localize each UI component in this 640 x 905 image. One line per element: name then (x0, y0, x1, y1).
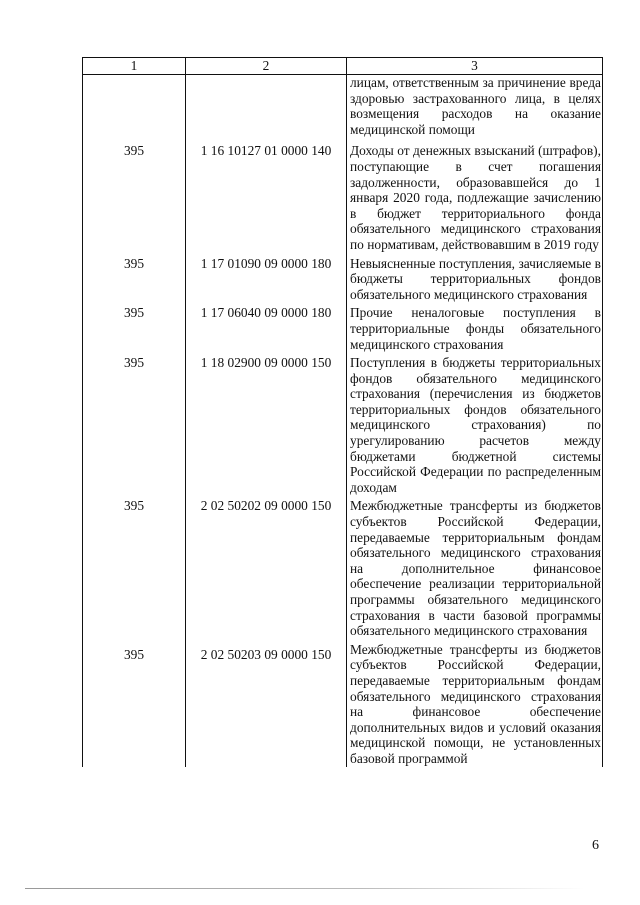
description-cell: Межбюджетные трансферты из бюджетов субъектов Российской Федерации, передаваемые территориальным фондам обязательного медицинского страхования на финансовое обеспечение дополнительных видов и условий оказания медицинской помощи, не установленных базовой программой (347, 642, 603, 767)
header-col-3: 3 (347, 58, 603, 75)
admin-code-cell: 395 (83, 355, 186, 498)
header-col-2: 2 (186, 58, 347, 75)
header-col-1: 1 (83, 58, 186, 75)
table-row (83, 143, 603, 255)
admin-code-cell (83, 75, 186, 144)
budget-code-cell: 1 17 06040 09 0000 180 (186, 305, 347, 355)
admin-code-cell: 395 (83, 256, 186, 306)
table-row (83, 498, 603, 641)
admin-code-cell: 395 (83, 143, 186, 255)
description-cell: Невыясненные поступления, зачисляемые в бюджеты территориальных фондов обязательного медицинского страхования (347, 256, 603, 306)
budget-code-cell: 1 17 01090 09 0000 180 (186, 256, 347, 306)
description-cell: Доходы от денежных взысканий (штрафов), поступающие в счет погашения задолженности, образовавшейся до 1 января 2020 года, подлежащие зачислению в бюджет территориального фонда обязательного медицинского страхования по нормативам, действовавшим в 2019 году (347, 143, 603, 255)
budget-codes-table (82, 57, 603, 767)
description-cell: Прочие неналоговые поступления в территориальные фонды обязательного медицинского страхования (347, 305, 603, 355)
description-cell: Межбюджетные трансферты из бюджетов субъектов Российской Федерации, передаваемые территориальным фондам обязательного медицинского страхования на дополнительное финансовое обеспечение реализации территориальной программы обязательного медицинского страхования в части базовой программы обязательного медицинского страхования (347, 498, 603, 641)
page-number: 6 (592, 838, 599, 853)
scan-edge-line (25, 888, 585, 889)
table-row (83, 75, 603, 144)
budget-code-cell: 1 18 02900 09 0000 150 (186, 355, 347, 498)
budget-code-cell (186, 75, 347, 144)
budget-code-cell: 2 02 50202 09 0000 150 (186, 498, 347, 641)
description-cell: Поступления в бюджеты территориальных фондов обязательного медицинского страхования (перечисления из бюджетов территориальных фондов обязательного медицинского страхования) по урегулированию расчетов между бюджетами бюджетной системы Российской Федерации по распределенным доходам (347, 355, 603, 498)
table-row (83, 256, 603, 306)
admin-code-cell: 395 (83, 642, 186, 767)
table-row (83, 305, 603, 355)
description-cell: лицам, ответственным за причинение вреда здоровью застрахованного лица, в целях возмещения расходов на оказание медицинской помощи (347, 75, 603, 144)
table-row (83, 642, 603, 767)
admin-code-cell: 395 (83, 498, 186, 641)
admin-code-cell: 395 (83, 305, 186, 355)
budget-code-cell: 2 02 50203 09 0000 150 (186, 642, 347, 767)
header-row (83, 58, 603, 75)
table-row (83, 355, 603, 498)
budget-code-cell: 1 16 10127 01 0000 140 (186, 143, 347, 255)
